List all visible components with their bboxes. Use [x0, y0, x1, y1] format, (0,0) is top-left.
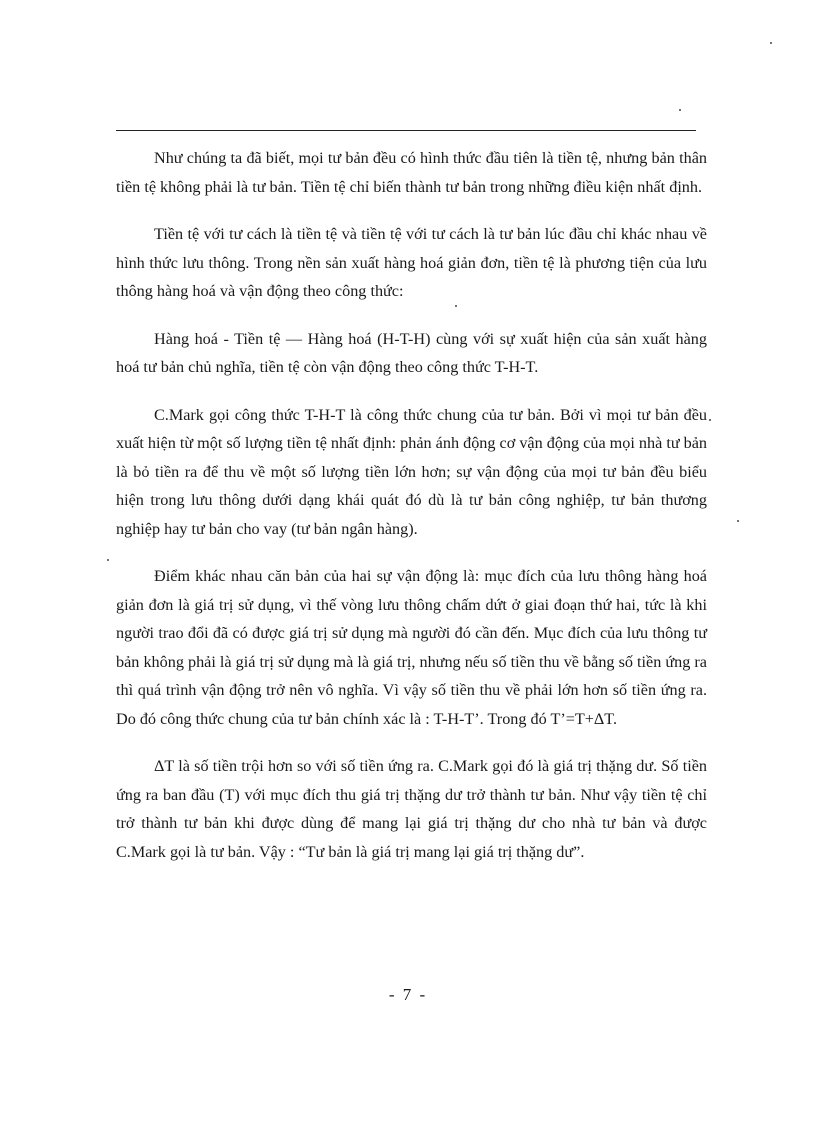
paragraph-2: Tiền tệ với tư cách là tiền tệ và tiền tệ với tư cách là tư bản lúc đầu chỉ khác nhau về hình thức lưu thông. Trong nền sản xuất hàng hoá giản đơn, tiền tệ là phương tiện của lưu thông hàng hoá và vận động theo công thức:: [116, 225, 707, 300]
scan-speck: [679, 109, 681, 111]
page-number: - 7 -: [388, 985, 428, 1004]
scan-speck: [770, 42, 772, 44]
header-rule: [116, 130, 696, 131]
paragraph-5: Điểm khác nhau căn bản của hai sự vận động là: mục đích của lưu thông hàng hoá giản đơn là giá trị sử dụng, vì thế vòng lưu thông chấm dứt ở giai đoạn thứ hai, tức là khi người trao đổi đã có được giá trị sử dụng mà người đó cần đến. Mục đích của lưu thông tư bản không phải là giá trị sử dụng mà là giá trị, nhưng nếu số tiền thu về bằng số tiền ứng ra thì quá trình vận động trở nên vô nghĩa. Vì vậy số tiền thu về phải lớn hơn số tiền ứng ra. Do đó công thức chung của tư bản chính xác là : T-H-T’. Trong đó T’=T+ΔT.: [116, 567, 707, 728]
body-text: [116, 144, 707, 885]
paragraph-1: Như chúng ta đã biết, mọi tư bản đều có hình thức đầu tiên là tiền tệ, nhưng bản thân tiền tệ không phải là tư bản. Tiền tệ chỉ biến thành tư bản trong những điều kiện nhất định.: [116, 149, 707, 196]
paragraph-4: C.Mark gọi công thức T-H-T là công thức chung của tư bản. Bởi vì mọi tư bản đều xuất hiện từ một số lượng tiền tệ nhất định: phản ánh động cơ vận động của mọi nhà tư bản là bỏ tiền ra để thu về một số lượng tiền lớn hơn; sự vận động của mọi tư bản đều biểu hiện trong lưu thông dưới dạng khái quát đó dù là tư bản công nghiệp, tư bản thương nghiệp hay tư bản cho vay (tư bản ngân hàng).: [116, 405, 708, 538]
scan-speck: [107, 559, 109, 561]
scan-speck: [455, 305, 457, 307]
scan-speck: [737, 520, 739, 522]
paragraph-3: Hàng hoá - Tiền tệ — Hàng hoá (H-T-H) cùng với sự xuất hiện của sản xuất hàng hoá tư bản chủ nghĩa, tiền tệ còn vận động theo công thức T-H-T.: [116, 329, 707, 376]
paragraph-6: ΔT là số tiền trội hơn so với số tiền ứng ra. C.Mark gọi đó là giá trị thặng dư. Số tiền ứng ra ban đầu (T) với mục đích thu giá trị thặng dư trở thành tư bản. Như vậy tiền tệ chỉ trở thành tư bản khi được dùng để mang lại giá trị thặng dư cho nhà tư bản và được C.Mark gọi là tư bản. Vậy : “Tư bản là giá trị mang lại giá trị thặng dư”.: [116, 757, 707, 861]
scan-speck: [709, 419, 711, 421]
